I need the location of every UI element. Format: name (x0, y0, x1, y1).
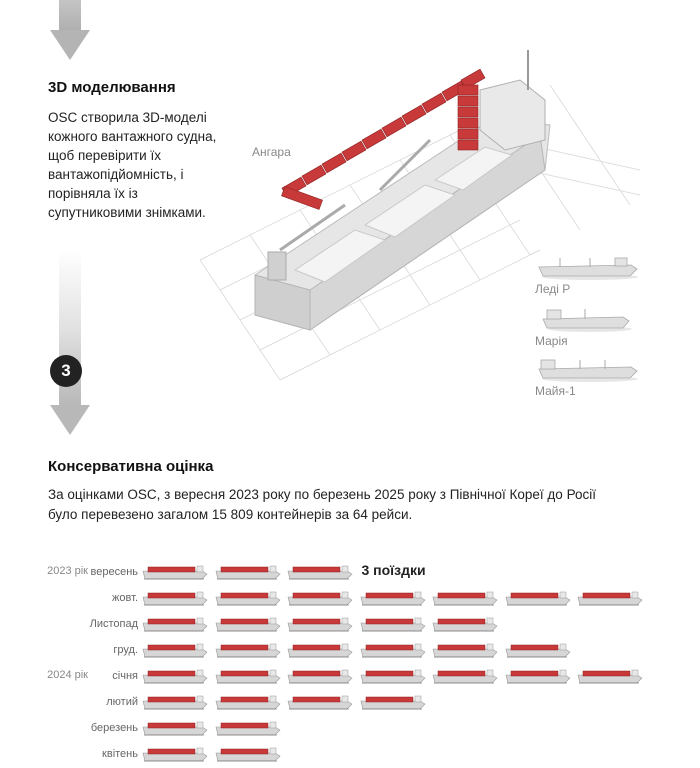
month-label: вересень (90, 566, 138, 578)
ship-thumbnail-label: Майя-1 (535, 384, 576, 398)
cargo-ship-icon (215, 563, 281, 581)
section-3d-text: OSC створила 3D-моделі кожного вантажного судна, щоб перевірити їх вантажопідйомність, і порівняла їх із супутниковими знімками. (48, 110, 217, 220)
ship-thumbnail-icon (535, 307, 640, 333)
cargo-ship-icon (432, 589, 498, 607)
cargo-ship-icon (287, 563, 353, 581)
cargo-ship-icon (215, 589, 281, 607)
month-label: квітень (102, 748, 138, 760)
cargo-ship-icon (142, 719, 208, 737)
cargo-ship-icon (505, 641, 571, 659)
cargo-ship-icon (215, 719, 281, 737)
trip-row (0, 612, 700, 638)
cargo-ship-icon (360, 589, 426, 607)
cargo-ship-icon (360, 693, 426, 711)
ship-label: Ангара (252, 145, 291, 159)
trip-row (0, 560, 700, 586)
ship-thumbnail-icon (535, 255, 640, 281)
month-label: груд. (113, 644, 138, 656)
section-estimate-text: За оцінками OSC, з вересня 2023 року по березень 2025 року з Північної Кореї до Росії було перевезено загалом 15 809 контейнерів за 64 рейси. (48, 487, 596, 522)
cargo-ship-icon (360, 615, 426, 633)
year-label: 2023 рік (47, 565, 88, 577)
cargo-ship-icon (577, 589, 643, 607)
trip-row (0, 716, 700, 742)
cargo-ship-icon (142, 589, 208, 607)
cargo-ship-icon (142, 563, 208, 581)
cargo-ship-icon (142, 693, 208, 711)
cargo-ship-icon (287, 589, 353, 607)
cargo-ship-icon (215, 641, 281, 659)
trip-row (0, 664, 700, 690)
trip-row (0, 742, 700, 768)
month-label: Листопад (89, 618, 138, 630)
month-label: січня (112, 670, 138, 682)
ship-thumbnail-2 (535, 357, 645, 398)
month-label: березень (90, 722, 138, 734)
year-label: 2024 рік (47, 669, 88, 681)
cargo-ship-icon (360, 667, 426, 685)
cargo-ship-icon (215, 745, 281, 763)
cargo-ship-icon (432, 641, 498, 659)
cargo-ship-icon (505, 589, 571, 607)
cargo-ship-icon (142, 615, 208, 633)
trip-count-note: 3 поїздки (361, 562, 426, 578)
trip-row (0, 690, 700, 716)
cargo-ship-icon (432, 667, 498, 685)
cargo-ship-icon (287, 667, 353, 685)
cargo-ship-icon (142, 641, 208, 659)
step-number-badge: 3 (50, 355, 82, 387)
ship-thumbnail-label: Леді Р (535, 282, 571, 296)
cargo-ship-icon (432, 615, 498, 633)
cargo-ship-icon (142, 745, 208, 763)
cargo-ship-icon (360, 641, 426, 659)
ship-thumbnail-label: Марія (535, 334, 568, 348)
ship-thumbnail-1 (535, 307, 645, 348)
cargo-ship-icon (142, 667, 208, 685)
cargo-ship-icon (287, 615, 353, 633)
month-label: лютий (106, 696, 138, 708)
section-estimate-title: Консервативна оцінка (48, 458, 214, 475)
cargo-ship-icon (287, 641, 353, 659)
trip-row (0, 586, 700, 612)
cargo-ship-icon (577, 667, 643, 685)
month-label: жовт. (112, 592, 138, 604)
cargo-ship-icon (215, 693, 281, 711)
section-3d-title: 3D моделювання (48, 79, 176, 96)
ship-thumbnail-icon (535, 357, 640, 383)
cargo-ship-icon (505, 667, 571, 685)
cargo-ship-icon (215, 615, 281, 633)
ship-thumbnail-0 (535, 255, 645, 296)
cargo-ship-icon (215, 667, 281, 685)
trip-row (0, 638, 700, 664)
cargo-ship-icon (287, 693, 353, 711)
